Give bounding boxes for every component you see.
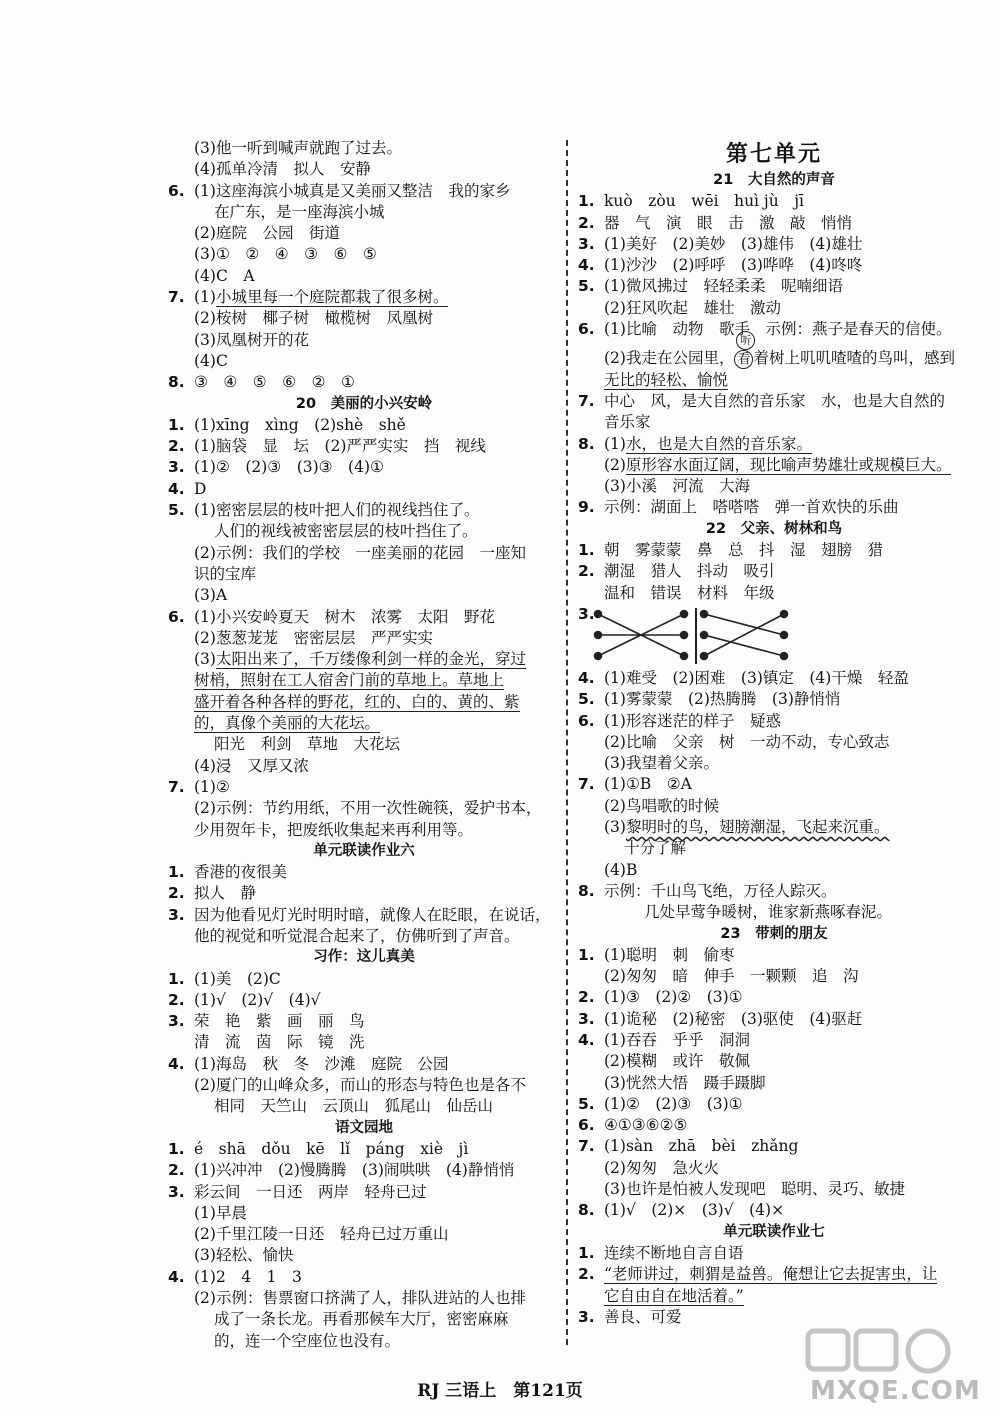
answer-line — [578, 434, 970, 455]
answer-line — [578, 497, 970, 518]
section-title: 单元联读作业七 — [723, 1223, 825, 1240]
answer-text: 善良、可爱 — [604, 1307, 682, 1326]
item-number: 6. — [168, 607, 185, 626]
answer-line — [578, 255, 970, 276]
answer-text: (1)①B ②A — [604, 775, 692, 794]
correction-mark — [734, 334, 753, 369]
answer-text: 拟人 静 — [194, 884, 257, 903]
item-number: 2. — [578, 213, 595, 232]
item-number: 1. — [168, 969, 185, 988]
answer-line — [578, 319, 970, 340]
answer-line: (3)轻松、愉快 — [194, 1246, 294, 1265]
answer-text: (1)③ (2)② (3)① — [604, 988, 743, 1007]
unit-title: 第七单元 — [725, 142, 822, 167]
answer-line — [578, 1243, 970, 1264]
answer-line: (2)千里江陵一日还 轻舟已过万重山 — [194, 1225, 449, 1244]
answer-line — [168, 181, 560, 202]
answer-text: (1)聪明 刺 偷枣 — [604, 945, 735, 964]
answer-line — [578, 1136, 970, 1157]
answer-text: (1)兴冲冲 (2)慢腾腾 (3)闹哄哄 (4)静悄悄 — [194, 1161, 515, 1180]
answer-line — [578, 711, 970, 732]
item-number: 1. — [578, 192, 595, 211]
underlined-answer: 无比的轻松、愉悦 — [604, 370, 729, 389]
answer-text: 因为他看见灯光时明时暗，就像人在眨眼，在说话， — [194, 905, 551, 924]
answer-text: (1)② — [194, 777, 230, 796]
answer-line: (2)模糊 或许 敬佩 — [604, 1052, 750, 1071]
item-number: 7. — [168, 288, 185, 307]
answer-line: (2)桉树 椰子树 橄榄树 凤凰树 — [194, 309, 433, 328]
item-number: 1. — [578, 541, 595, 560]
answer-text: (1)小兴安岭夏天 树木 浓雾 太阳 野花 — [194, 607, 495, 626]
item-number: 4. — [168, 1054, 185, 1073]
answer-line — [578, 774, 970, 795]
underlined-answer: 树梢，照射在工人宿舍门前的草地上。草地上 — [194, 671, 505, 690]
answer-line — [578, 1115, 970, 1136]
answer-line — [168, 862, 560, 883]
item-number: 6. — [578, 1116, 595, 1135]
section-title: 习作：这儿真美 — [313, 949, 415, 966]
answer-line — [168, 969, 560, 990]
answer-text: 彩云间 一日还 两岸 轻舟已过 — [194, 1182, 427, 1201]
answer-line — [578, 391, 970, 412]
answer-line: (4)孤单冷清 拟人 安静 — [194, 160, 371, 179]
item-number: 3. — [168, 1012, 185, 1031]
answer-line: 识的宝库 — [194, 564, 257, 583]
item-number: 3. — [578, 604, 595, 623]
underlined-answer: 水，也是大自然的音乐家。 — [625, 434, 812, 453]
answer-line — [168, 1139, 560, 1160]
answer-text: é shā dǒu kē lǐ páng xiè jì — [194, 1139, 469, 1158]
item-number: 3. — [168, 458, 185, 477]
item-number: 3. — [578, 234, 595, 253]
item-number: 1. — [168, 863, 185, 882]
answer-line: (3)恍然大悟 蹑手蹑脚 — [604, 1073, 766, 1092]
answer-text: ③ ④ ⑤ ⑥ ② ① — [194, 373, 355, 392]
item-number: 8. — [168, 373, 185, 392]
answer-text: (1)吞吞 乎乎 洞洞 — [604, 1030, 750, 1049]
underlined-answer: 盛开着各种各样的野花，红的、白的、黄的、紫 — [194, 692, 520, 711]
answer-text: 器 气 演 眼 击 激 敲 悄悄 — [604, 213, 853, 232]
item-number: 5. — [578, 690, 595, 709]
answer-line: (4)C — [194, 351, 228, 370]
item-number: 2. — [578, 988, 595, 1007]
answer-text: 潮湿 猎人 抖动 吸引 — [604, 562, 775, 581]
underlined-answer: 小城里每一个庭院都栽了很多树。 — [215, 288, 449, 307]
page-footer: RJ 三语上 第121页 — [417, 1381, 583, 1401]
answer-line: (2)示例：节约用纸，不用一次性碗筷，爱护书本， — [194, 799, 542, 818]
answer-line — [168, 372, 560, 393]
answer-line — [578, 334, 970, 369]
answer-text: (1)sàn zhā bèi zhǎng — [604, 1137, 799, 1156]
answer-text: 香港的夜很美 — [194, 863, 288, 882]
matching-diagram-line — [578, 604, 970, 668]
answer-line: (2)示例：我们的学校 一座美丽的花园 一座知 — [194, 543, 526, 562]
item-number: 4. — [578, 668, 595, 687]
answer-text: (2) — [604, 455, 626, 474]
section-title: 单元联读作业六 — [313, 842, 415, 859]
answer-text: 连续不断地自言自语 — [604, 1243, 744, 1262]
item-number: 6. — [168, 181, 185, 200]
answer-text: kuò zòu wēi huì jù jī — [604, 192, 804, 211]
inserted-char: 听 — [736, 331, 755, 350]
answer-line — [578, 881, 970, 902]
item-number: 1. — [168, 415, 185, 434]
answer-text: (1)雾蒙蒙 (2)热腾腾 (3)静悄悄 — [604, 690, 841, 709]
answer-line — [168, 415, 560, 436]
item-number: 1. — [168, 1139, 185, 1158]
answer-text: (1)沙沙 (2)呼呼 (3)哗哗 (4)咚咚 — [604, 256, 863, 275]
answer-line — [168, 607, 560, 628]
answer-line — [578, 276, 970, 297]
answer-line — [168, 670, 560, 691]
item-number: 2. — [168, 990, 185, 1009]
answer-text: (3) — [604, 818, 626, 837]
item-number: 2. — [578, 562, 595, 581]
answer-line: (2)庭院 公园 街道 — [194, 224, 340, 243]
item-number: 6. — [578, 320, 595, 339]
item-number: 2. — [168, 1161, 185, 1180]
answer-text: 朝 雾蒙蒙 鼻 总 抖 湿 翅膀 猎 — [604, 541, 884, 560]
item-number: 3. — [578, 1009, 595, 1028]
answer-line — [578, 191, 970, 212]
answer-line: (2)狂风吹起 雄壮 激动 — [604, 298, 781, 317]
answer-line — [578, 561, 970, 582]
left-column — [168, 138, 560, 1352]
answer-text: 示例：湖面上 嗒嗒嗒 弹一首欢快的乐曲 — [604, 498, 899, 517]
answer-text: (1)② (2)③ (3)① — [604, 1094, 743, 1113]
answer-line — [168, 436, 560, 457]
answer-text: 中心 风，是大自然的音乐家 水，也是大自然的 — [604, 391, 946, 410]
answer-text: (3) — [194, 650, 216, 669]
answer-line — [578, 540, 970, 561]
answer-text: (1)海岛 秋 冬 沙滩 庭院 公园 — [194, 1054, 449, 1073]
answer-line — [168, 905, 560, 926]
item-number: 1. — [578, 1243, 595, 1262]
item-number: 7. — [578, 391, 595, 410]
answer-line — [168, 500, 560, 521]
item-number: 4. — [578, 1030, 595, 1049]
answer-line — [168, 777, 560, 798]
answer-line — [168, 1267, 560, 1288]
answer-line — [578, 1009, 970, 1030]
answer-line — [168, 479, 560, 500]
answer-line — [168, 649, 560, 670]
item-number: 8. — [578, 434, 595, 453]
answer-text: D — [194, 479, 207, 498]
answer-line: (4)B — [604, 860, 638, 879]
item-number: 3. — [168, 1182, 185, 1201]
item-number: 1. — [578, 945, 595, 964]
answer-line: (2)葱葱茏茏 密密层层 严严实实 — [194, 628, 433, 647]
answer-line: (3)也许是怕被人发现吧 聪明、灵巧、敏捷 — [604, 1180, 905, 1199]
answer-line: 阳光 利剑 草地 大花坛 — [214, 735, 401, 754]
watermark-text: MXQE.COM — [810, 1376, 981, 1406]
answer-line — [578, 817, 970, 838]
underlined-answer: 太阳出来了，千万缕像利剑一样的金光，穿过 — [215, 650, 526, 669]
answer-line — [168, 1054, 560, 1075]
answer-text: 着树上叽叽喳喳的鸟叫，感到 — [753, 349, 955, 368]
answer-text: (1)这座海滨小城真是又美丽又整洁 我的家乡 — [194, 181, 511, 200]
answer-line: 清 流 茵 际 镜 洗 — [194, 1033, 365, 1052]
answer-text: (1)2 4 1 3 — [194, 1267, 302, 1286]
item-number: 3. — [578, 1307, 595, 1326]
answer-text: (1)√ (2)√ (4)√ — [194, 990, 321, 1009]
answer-text: (1)② (2)③ (3)③ (4)① — [194, 458, 384, 477]
section-title: 语文园地 — [335, 1119, 393, 1136]
answer-text: (1) — [604, 434, 626, 453]
answer-line: 相同 天竺山 云顶山 狐尾山 仙岳山 — [214, 1097, 494, 1116]
answer-line: 少用贺年卡，把废纸收集起来再利用等。 — [194, 820, 474, 839]
item-number: 8. — [578, 1201, 595, 1220]
answer-line: 的，连一个空座位也没有。 — [214, 1331, 401, 1350]
answer-line — [578, 455, 970, 476]
lesson-title: 23 带刺的朋友 — [720, 925, 828, 942]
answer-text: (1)xīng xìng (2)shè shě — [194, 415, 406, 434]
underlined-answer: 它自由自在地活着。” — [604, 1286, 744, 1305]
answer-text: (1) — [194, 288, 216, 307]
answer-line — [578, 1286, 970, 1307]
answer-line: (2)厦门的山峰众多，而山的形态与特色也是各不 — [194, 1076, 526, 1095]
answer-line: (2)鸟唱歌的时候 — [604, 796, 719, 815]
matching-lines-diagram — [592, 606, 792, 668]
answer-text: (1)√ (2)× (3)√ (4)× — [604, 1201, 785, 1220]
answer-line: (2)匆匆 急火火 — [604, 1158, 719, 1177]
answer-text: (1)比喻 动物 歌手 示例：燕子是春天的信使。 — [604, 320, 952, 339]
item-number: 7. — [168, 777, 185, 796]
item-number: 5. — [168, 501, 185, 520]
answer-line: 他的视觉和听觉混合起来了，仿佛听到了声音。 — [194, 926, 520, 945]
item-number: 8. — [578, 881, 595, 900]
answer-text: (1)美 (2)C — [194, 969, 281, 988]
answer-line: (2)比喻 父亲 树 一动不动，专心致志 — [604, 732, 890, 751]
item-number: 5. — [578, 277, 595, 296]
item-number: 5. — [578, 1094, 595, 1113]
item-number: 7. — [578, 1137, 595, 1156]
answer-text: (2)我走在公园里， — [604, 349, 735, 368]
answer-line: 成了一条长龙。再看那候车大厅，密密麻麻 — [214, 1310, 509, 1329]
answer-line — [168, 287, 560, 308]
lesson-title: 21 大自然的声音 — [713, 172, 835, 188]
answer-line: (3)① ② ④ ③ ⑥ ⑤ — [194, 245, 377, 264]
answer-text: ④①③⑥②⑤ — [604, 1116, 688, 1135]
item-number: 7. — [578, 775, 595, 794]
answer-text: (1)美好 (2)美妙 (3)雄伟 (4)雄壮 — [604, 234, 863, 253]
answer-line: (3)我望着父亲。 — [604, 754, 719, 773]
answer-line: (2)匆匆 暗 伸手 一颗颗 追 沟 — [604, 967, 859, 986]
answer-line: (4)C A — [194, 266, 255, 285]
answer-text: (1)诡秘 (2)秘密 (3)驱使 (4)驱赶 — [604, 1009, 863, 1028]
answer-text: (1)脑袋 显 坛 (2)严严实实 挡 视线 — [194, 437, 486, 456]
underlined-answer: 原形容水面辽阔，现比喻声势雄壮或规模巨大。 — [625, 455, 952, 474]
item-number: 3. — [168, 905, 185, 924]
answer-line — [168, 692, 560, 713]
answer-line — [168, 713, 560, 734]
circled-char: 看 — [734, 350, 753, 369]
answer-line — [168, 1160, 560, 1181]
answer-line — [578, 987, 970, 1008]
answer-text: (1)形容迷茫的样子 疑惑 — [604, 711, 781, 730]
answer-text: (1)难受 (2)困难 (3)镇定 (4)干燥 轻盈 — [604, 668, 909, 687]
answer-text: 荣 艳 紫 画 丽 鸟 — [194, 1012, 365, 1031]
lesson-title: 20 美丽的小兴安岭 — [295, 395, 433, 412]
lesson-title: 22 父亲、树林和鸟 — [705, 520, 843, 537]
answer-line: 十分了解 — [624, 839, 687, 858]
answer-line: 音乐家 — [604, 413, 651, 432]
answer-text: (1)微风拂过 轻轻柔柔 呢喃细语 — [604, 277, 843, 296]
item-number: 2. — [168, 437, 185, 456]
right-column — [578, 140, 970, 1328]
item-number: 2. — [168, 884, 185, 903]
answer-line: (3)A — [194, 586, 228, 605]
answer-line — [578, 689, 970, 710]
item-number: 9. — [578, 498, 595, 517]
answer-line: 在广东，是一座海滨小城 — [214, 202, 385, 221]
item-number: 4. — [578, 256, 595, 275]
answer-line: (3)他一听到喊声就跑了过去。 — [194, 139, 402, 157]
answer-line — [578, 1264, 970, 1285]
answer-line: (3)小溪 河流 大海 — [604, 477, 750, 496]
answer-line — [168, 883, 560, 904]
answer-line — [168, 457, 560, 478]
answer-line: (2)示例：售票窗口挤满了人，排队进站的人也排 — [194, 1289, 526, 1308]
answer-line: 人们的视线被密密层层的枝叶挡住了。 — [214, 522, 478, 541]
answer-line — [578, 213, 970, 234]
item-number: 4. — [168, 479, 185, 498]
answer-line: (3)凤凰树开的花 — [194, 330, 309, 349]
underlined-answer: “老师讲过，刺猬是益兽。俺想让它去捉害虫，让 — [604, 1265, 938, 1284]
item-number: 4. — [168, 1267, 185, 1286]
answer-text: 示例：千山鸟飞绝，万径人踪灭。 — [604, 881, 837, 900]
answer-line — [578, 1094, 970, 1115]
answer-line — [578, 1030, 970, 1051]
answer-line — [168, 1011, 560, 1032]
wavy-underlined-answer: 黎明时的鸟，翅膀潮湿，飞起来沉重。 — [625, 818, 890, 837]
item-number: 6. — [578, 711, 595, 730]
answer-line: 温和 错误 材料 年级 — [604, 583, 775, 602]
answer-line — [578, 668, 970, 689]
answer-line: 几处早莺争暖树，谁家新燕啄春泥。 — [644, 903, 893, 922]
answer-line — [578, 234, 970, 255]
answer-text: (1)密密层层的枝叶把人们的视线挡住了。 — [194, 501, 480, 520]
answer-line — [578, 945, 970, 966]
column-divider — [566, 140, 568, 1345]
underlined-answer: 的，真像个美丽的大花坛。 — [194, 714, 381, 733]
item-number: 2. — [578, 1265, 595, 1284]
answer-line: (4)浸 又厚又浓 — [194, 756, 309, 775]
answer-line — [578, 1200, 970, 1221]
answer-line — [168, 990, 560, 1011]
answer-line — [168, 1182, 560, 1203]
answer-line — [578, 370, 970, 391]
answer-line: (1)早晨 — [194, 1203, 247, 1222]
